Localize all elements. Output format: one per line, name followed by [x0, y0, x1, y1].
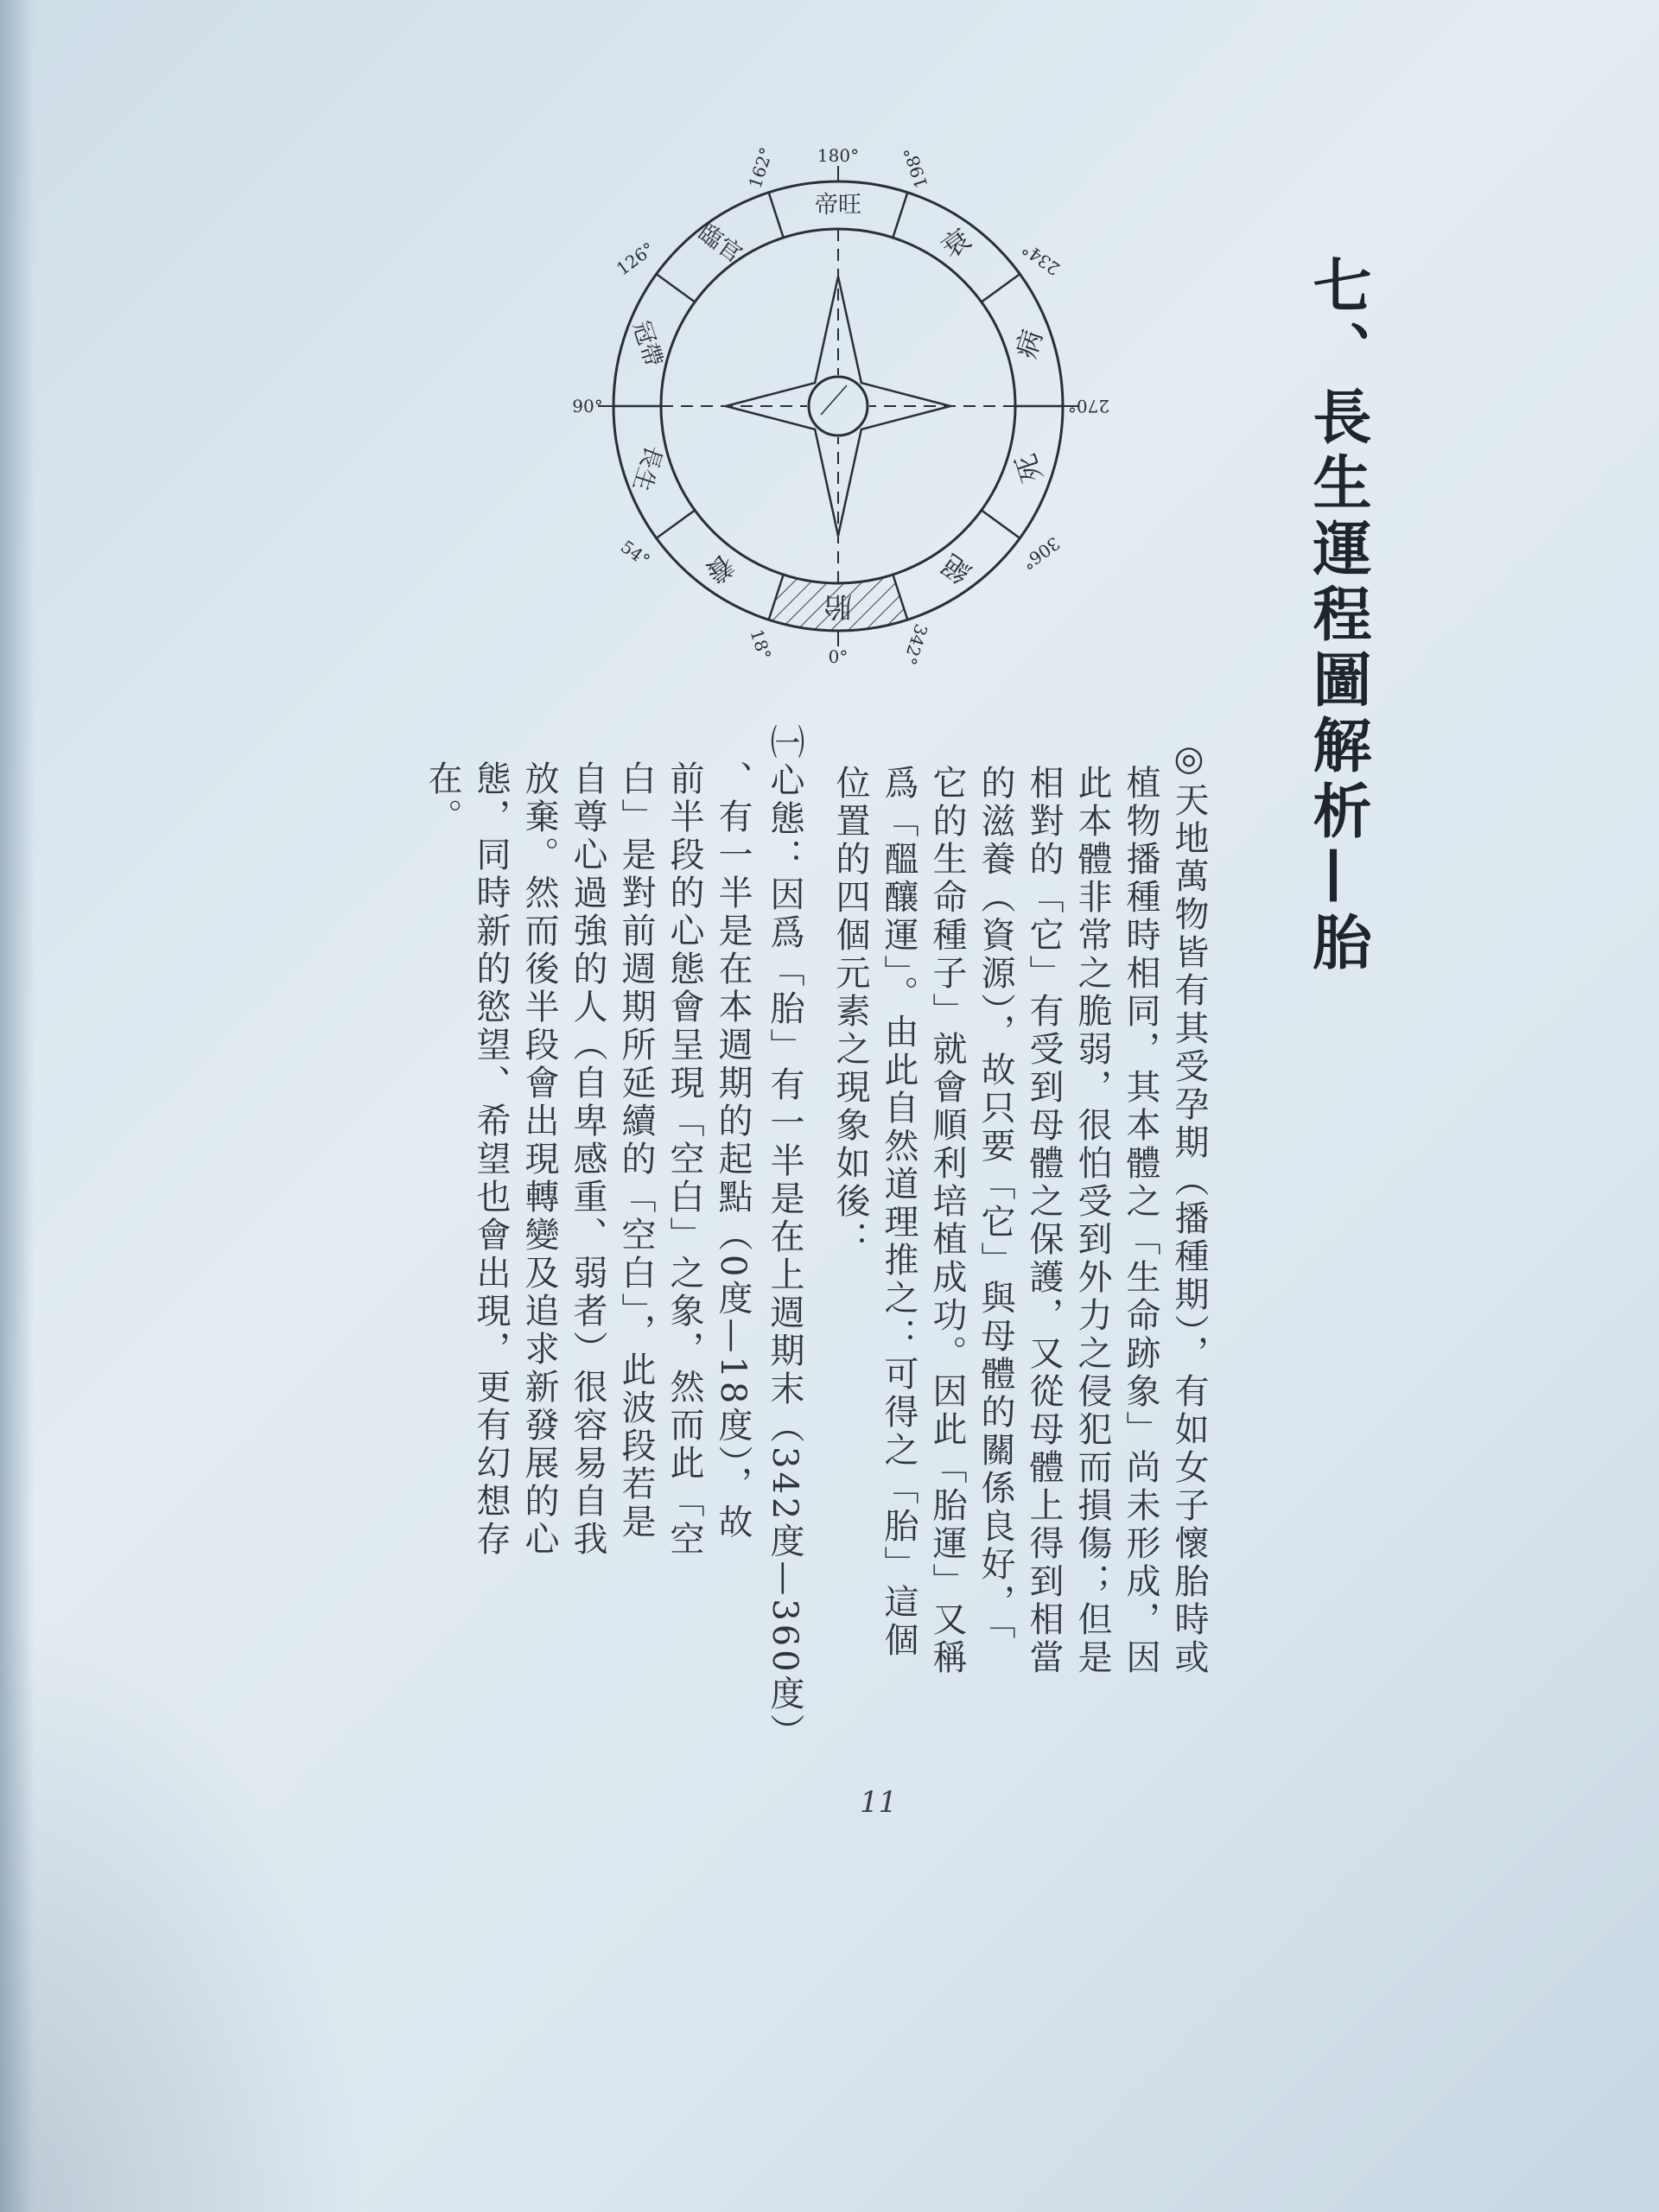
degree-label: 234° [1018, 238, 1065, 280]
degree-label: 18° [746, 626, 776, 663]
degree-label: 126° [612, 238, 658, 280]
phase-label: 絕 [935, 547, 977, 590]
inner-ring [661, 229, 1015, 583]
chapter-title: 七、長生運程圖解析—胎 [1303, 255, 1372, 977]
body-column: ㈠心態：因爲「胎」有一半是在上週期末（342度—360度） [765, 724, 804, 1751]
longevity-cycle-diagram [562, 95, 1115, 717]
center-mark [821, 385, 847, 415]
sector-divider [982, 510, 1020, 537]
sector-divider [893, 193, 907, 238]
page-number: 11 [860, 1785, 898, 1820]
body-column: 在。 [423, 760, 462, 836]
degree-label: 342° [899, 621, 932, 668]
center-circle [809, 377, 868, 435]
sector-divider [982, 274, 1020, 302]
degree-label: 180° [817, 145, 860, 166]
degree-label: 0° [828, 646, 849, 667]
body-column: 態，同時新的慾望、希望也會出現，更有幻想存 [471, 760, 511, 1559]
phase-label: 衰 [935, 222, 977, 265]
phase-label: 帝旺 [815, 192, 861, 219]
body-column: 爲「醞釀運」。由此自然道理推之：可得之「胎」這個 [879, 765, 918, 1660]
degree-label: 162° [744, 144, 778, 191]
photo-shadow [0, 1607, 363, 2212]
body-column: 、有一半是在本週期的起點（0度—18度），故 [713, 760, 753, 1542]
sector-divider [769, 193, 784, 238]
degree-label: 306° [1018, 532, 1065, 575]
phase-label: 長生 [626, 442, 667, 495]
body-column: 的滋養（資源），故只要「它」與母體的關係良好，「 [976, 765, 1015, 1643]
body-column: ◎天地萬物皆有其受孕期（播種期），有如女子懷胎時或 [1169, 739, 1209, 1677]
phase-label: 臨官 [693, 219, 747, 269]
degree-label: 90° [572, 396, 603, 416]
degree-label: 198° [899, 144, 932, 191]
wheel-graphic [572, 145, 1109, 668]
sector-divider [657, 510, 695, 537]
phase-label: 冠帶 [626, 317, 667, 371]
degree-label: 54° [616, 536, 654, 571]
body-column: 放棄。然而後半段會出現轉變及追求新發展的心 [519, 760, 559, 1559]
phase-label: 養 [699, 547, 741, 590]
body-column: 植物播種時相同，其本體之「生命跡象」尚未形成，因 [1121, 765, 1160, 1677]
phase-label: 胎 [823, 590, 853, 624]
body-column: 相對的「它」有受到母體之保護，又從母體上得到相當 [1024, 765, 1064, 1677]
degree-label: 270° [1067, 396, 1110, 416]
body-column: 自尊心過強的人（自卑感重、弱者）很容易自我 [568, 760, 607, 1559]
body-column: 位置的四個元素之現象如後： [830, 765, 870, 1259]
sector-divider [657, 274, 695, 302]
body-column: 此本體非常之脆弱，很怕受到外力之侵犯而損傷；但是 [1072, 765, 1112, 1677]
body-column: 前半段的心態會呈現「空白」之象，然而此「空 [664, 760, 704, 1559]
body-column: 它的生命種子」就會順利培植成功。因此「胎運」又稱 [927, 765, 967, 1677]
phase-label: 病 [1009, 326, 1050, 363]
body-column: 白」是對前週期所延續的「空白」，此波段若是 [616, 760, 656, 1541]
phase-label: 死 [1009, 449, 1050, 486]
